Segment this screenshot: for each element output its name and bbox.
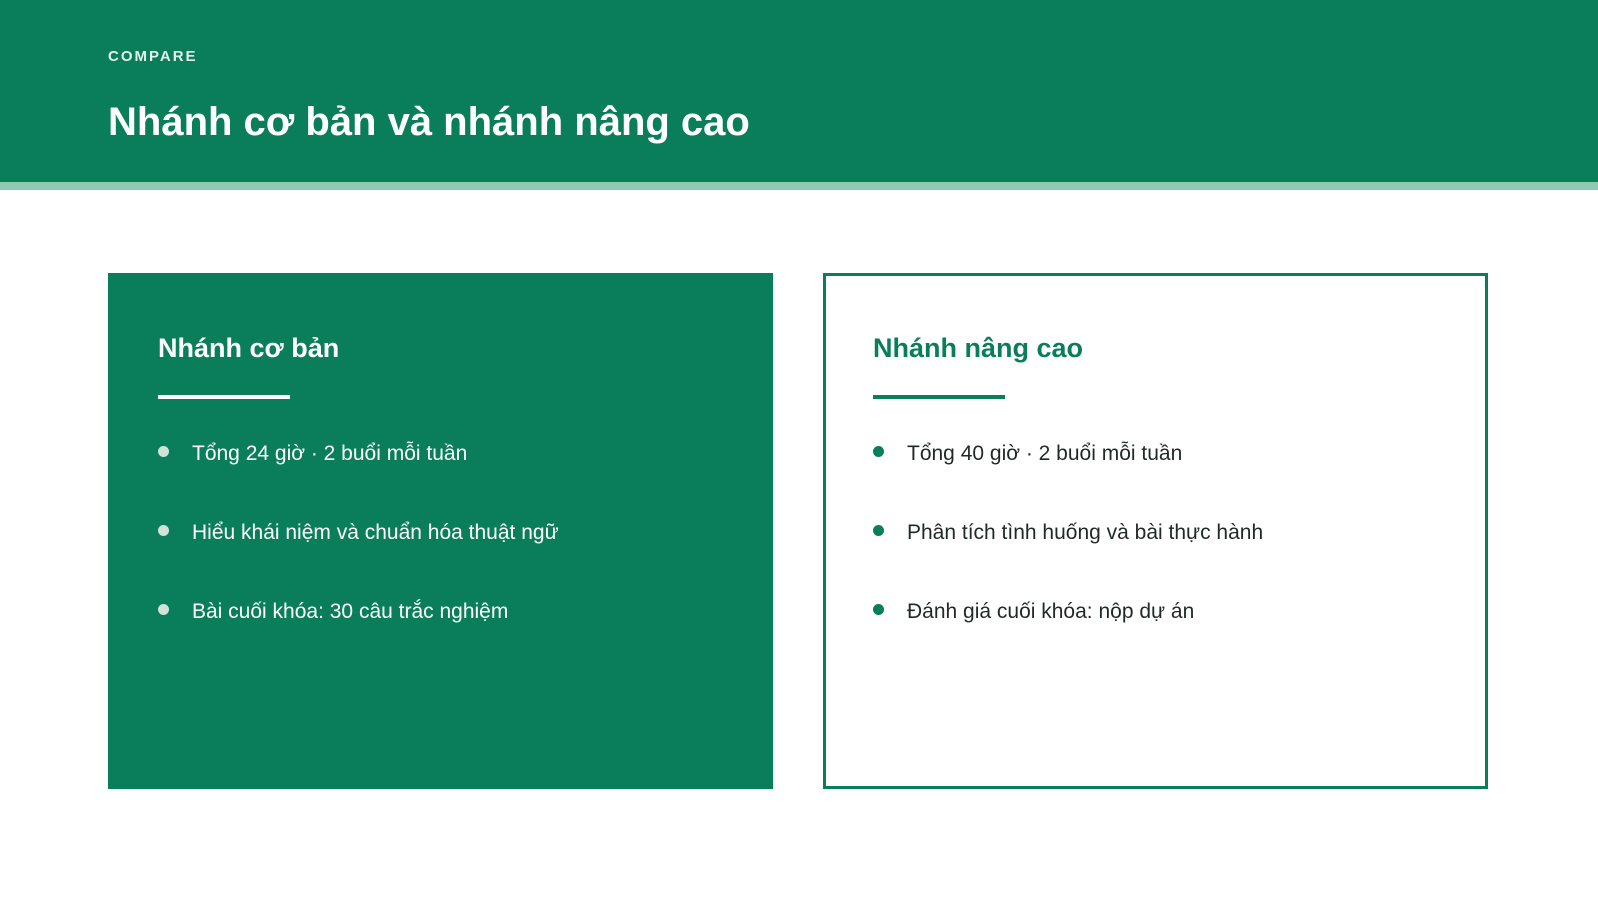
- advanced-track-list: [873, 441, 1263, 678]
- advanced-track-title: Nhánh nâng cao: [873, 333, 1084, 363]
- bullet-dot-icon: [158, 446, 169, 457]
- page-title: Nhánh cơ bản và nhánh nâng cao: [108, 100, 750, 144]
- list-item-text: Tổng 40 giờ · 2 buổi mỗi tuần: [907, 442, 1183, 465]
- list-item-text: Hiểu khái niệm và chuẩn hóa thuật ngữ: [192, 521, 559, 544]
- list-item: [873, 441, 1263, 520]
- list-item: [158, 599, 559, 678]
- basic-track-list: [158, 441, 559, 678]
- header-accent-stripe: [0, 182, 1598, 190]
- advanced-track-title-underline: [873, 395, 1005, 399]
- eyebrow-label: COMPARE: [108, 48, 198, 65]
- list-item-text: Bài cuối khóa: 30 câu trắc nghiệm: [192, 600, 509, 623]
- advanced-track-card: [823, 273, 1488, 789]
- basic-track-title: Nhánh cơ bản: [158, 333, 340, 363]
- list-item-text: Phân tích tình huống và bài thực hành: [907, 521, 1264, 544]
- header-band: [0, 0, 1598, 182]
- list-item: [873, 599, 1263, 678]
- list-item: [158, 520, 559, 599]
- bullet-dot-icon: [158, 525, 169, 536]
- bullet-dot-icon: [873, 604, 884, 615]
- bullet-dot-icon: [873, 446, 884, 457]
- basic-track-card: [108, 273, 773, 789]
- list-item: [158, 441, 559, 520]
- bullet-dot-icon: [158, 604, 169, 615]
- list-item-text: Tổng 24 giờ · 2 buổi mỗi tuần: [192, 442, 468, 465]
- basic-track-title-underline: [158, 395, 290, 399]
- bullet-dot-icon: [873, 525, 884, 536]
- list-item-text: Đánh giá cuối khóa: nộp dự án: [907, 600, 1195, 623]
- list-item: [873, 520, 1263, 599]
